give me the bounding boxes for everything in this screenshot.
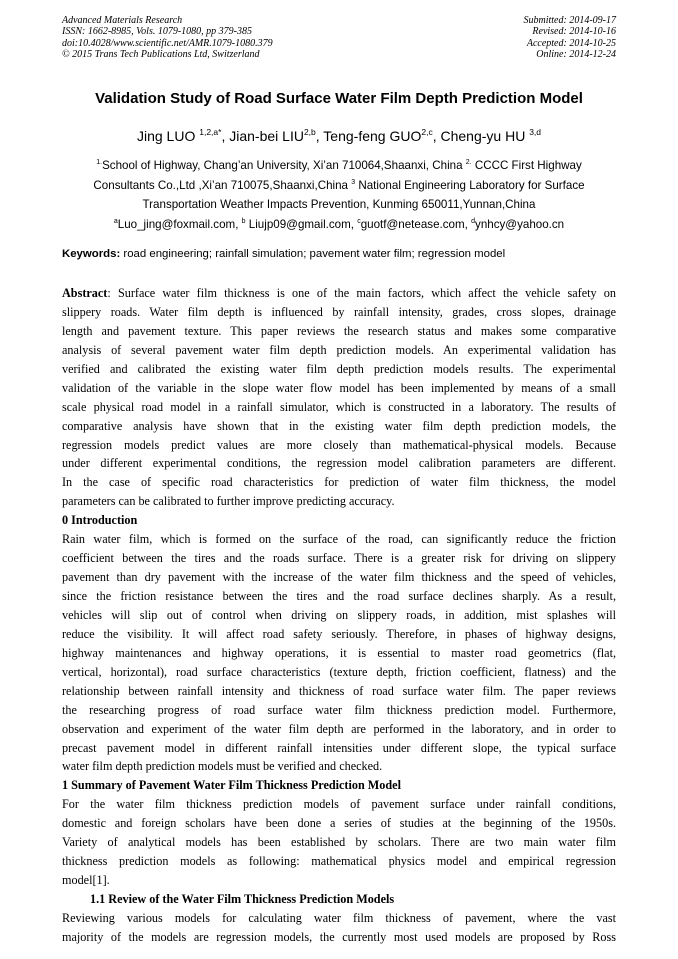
revised-date: Revised: 2014-10-16: [532, 26, 616, 38]
author-name: Teng-feng GUO: [323, 128, 422, 144]
body-line: coefficient between the tires and the roads surface. There is a greater risk for driving on slippery: [62, 551, 616, 566]
author-name: Jing LUO: [136, 128, 200, 144]
email-mark: c: [357, 217, 361, 225]
body-line: Reviewing various models for calculating water film thickness of pavement, where the vast: [62, 910, 616, 925]
abstract-line: under different experimental conditions, the regression model calibration parameters are different.: [62, 456, 616, 471]
body-line: relationship between rainfall intensity and thickness of road surface water film. The paper reviews: [62, 683, 616, 698]
journal-name: Advanced Materials Research: [62, 15, 183, 26]
author-email-link[interactable]: guotf@netease.com,: [360, 217, 472, 231]
abstract-line: slippery roads. Water film depth is influenced by rainfall intensity, grades, cross slopes, drainage: [62, 304, 616, 319]
copyright-line: © 2015 Trans Tech Publications Ltd, Switzerland: [62, 48, 260, 60]
body-line: vertical, horizontal), road surface characteristics (texture depth, friction coefficient, flatness) and the: [62, 664, 616, 679]
body-line: Variety of analytical models has been established by scholars. There are two main water film: [62, 835, 616, 850]
author-separator: ,: [315, 128, 324, 144]
accepted-date: Accepted: 2014-10-25: [526, 37, 616, 49]
affiliation-line: [50, 156, 628, 176]
online-date: Online: 2014-12-24: [536, 48, 616, 60]
abstract-line: length and pavement texture. This paper reviews the research status and makes some comparative: [62, 323, 616, 338]
author-name: Jian-bei LIU: [229, 128, 304, 144]
email-mark: a: [113, 217, 118, 225]
body-line: Rain water film, which is formed on the surface of the road, can significantly reduce the friction: [62, 532, 616, 547]
affiliations: [50, 156, 628, 234]
body-line: For the water film thickness prediction models of pavement surface under rainfall conditions,: [62, 797, 616, 812]
body-line: precast pavement model in different rainfall intensities under different slope, the typical surface: [62, 740, 616, 755]
author-email-link[interactable]: Luo_jing@foxmail.com,: [117, 217, 242, 231]
abstract-text: : Surface water film thickness is one of the main factors, which affect the vehicle safety on: [107, 286, 616, 300]
body-line: domestic and foreign scholars have been done a series of studies at the beginning of the 1950s.: [62, 816, 616, 831]
body-line: since the friction resistance between the tires and the road surface declines sharply. As a result,: [62, 589, 616, 603]
body-line: water film depth prediction models must be verified and checked.: [62, 759, 383, 774]
affiliation-text: Consultants Co.,Ltd ,Xi’an 710075,Shaanxi,China: [93, 178, 352, 192]
abstract-line: scale physical road model in a rainfall simulator, which is constructed in a laboratory. The results of: [62, 399, 616, 414]
doi-line: doi:10.4028/www.scientific.net/AMR.1079-1080.379: [62, 37, 273, 49]
affiliation-mark: 1.: [96, 159, 103, 166]
affiliation-line: [50, 176, 628, 196]
abstract-line: validation of the variable in the slope water flow model has been implemented by means of a small: [62, 380, 616, 395]
body-line: highway maintenances and highway operations, it is essential to master road geometrics (flat,: [62, 645, 616, 660]
body-line: reduce the visibility. It will affect road safety seriously. Therefore, in phases of highway designs,: [62, 626, 616, 641]
affiliation-mark: 2.: [465, 159, 472, 166]
keywords: [62, 248, 618, 260]
author-affiliation-mark: 1,2,a*: [199, 127, 222, 137]
section-heading-summary: 1 Summary of Pavement Water Film Thickness Prediction Model: [62, 778, 401, 793]
abstract-line: [62, 284, 616, 303]
author-affiliation-mark: 3,d: [529, 127, 542, 137]
affiliation-text: CCCC First Highway: [471, 159, 582, 172]
email-mark: b: [241, 217, 246, 225]
body-line: vehicles will slip out of control when driving on slippery roads, in addition, mist splashes will: [62, 607, 616, 622]
abstract-line: parameters can be calibrated to further improve predicting accuracy.: [62, 494, 395, 509]
abstract-line: In the case of specific road characteristics for prediction of water film thickness, the model: [62, 475, 616, 490]
body-line: pavement than dry pavement with the increase of the water film thickness and the speed of vehicles,: [62, 570, 616, 585]
paper-body: [62, 284, 616, 947]
abstract-label: Abstract: [62, 286, 108, 300]
author-email-link[interactable]: ynhcy@yahoo.cn: [475, 217, 565, 231]
abstract-line: regression models predict values are more closely than mathematical-physical models. Because: [62, 437, 616, 452]
abstract-line: analysis of several pavement water film depth prediction models. An experimental validation has: [62, 342, 616, 357]
body-line: thickness prediction models as following: mathematical physics model and empirical regression: [62, 854, 616, 869]
affiliation-mark: 3: [351, 178, 356, 186]
abstract-line: verified and calibrated the existing water film depth prediction models results. The experimental: [62, 361, 616, 376]
author-emails: [50, 215, 628, 235]
issn-line: ISSN: 1662-8985, Vols. 1079-1080, pp 379-385: [62, 26, 252, 38]
affiliation-line: Transportation Weather Impacts Prevention, Kunming 650011,Yunnan,China: [142, 198, 536, 211]
keywords-text: road engineering; rainfall simulation; pavement water film; regression model: [120, 248, 506, 260]
author-separator: ,: [432, 128, 441, 144]
affiliation-text: School of Highway, Chang’an University, Xi’an 710064,Shaanxi, China: [102, 159, 466, 172]
subsection-heading-review: 1.1 Review of the Water Film Thickness Prediction Models: [90, 892, 395, 906]
section-heading-introduction: 0 Introduction: [62, 513, 138, 528]
body-line: the researching progress of road surface water film thickness prediction model. Furthermore,: [62, 702, 616, 717]
body-line: model[1].: [62, 873, 110, 888]
author-email-link[interactable]: Liujp09@gmail.com,: [245, 217, 358, 231]
author-affiliation-mark: 2,b: [303, 127, 316, 137]
author-affiliation-mark: 2,c: [421, 127, 433, 137]
author-name: Cheng-yu HU: [440, 128, 530, 144]
affiliation-text: National Engineering Laboratory for Surface: [355, 178, 585, 192]
author-list: [40, 128, 638, 144]
submitted-date: Submitted: 2014-09-17: [523, 15, 616, 26]
body-line: majority of the models are regression models, the currently most used models are proposed by Ross: [62, 929, 616, 944]
journal-info: [62, 15, 273, 60]
body-line: observation and experiment of the water film depth are performed in the laboratory, and in order to: [62, 721, 616, 736]
submission-dates: [524, 15, 617, 60]
email-mark: d: [471, 217, 476, 225]
paper-title: Validation Study of Road Surface Water Film Depth Prediction Model: [95, 90, 583, 107]
keywords-label: Keywords:: [62, 248, 121, 260]
abstract-line: comparative analysis have shown that in the existing water film depth prediction models, the: [62, 418, 616, 433]
author-separator: ,: [221, 128, 230, 144]
